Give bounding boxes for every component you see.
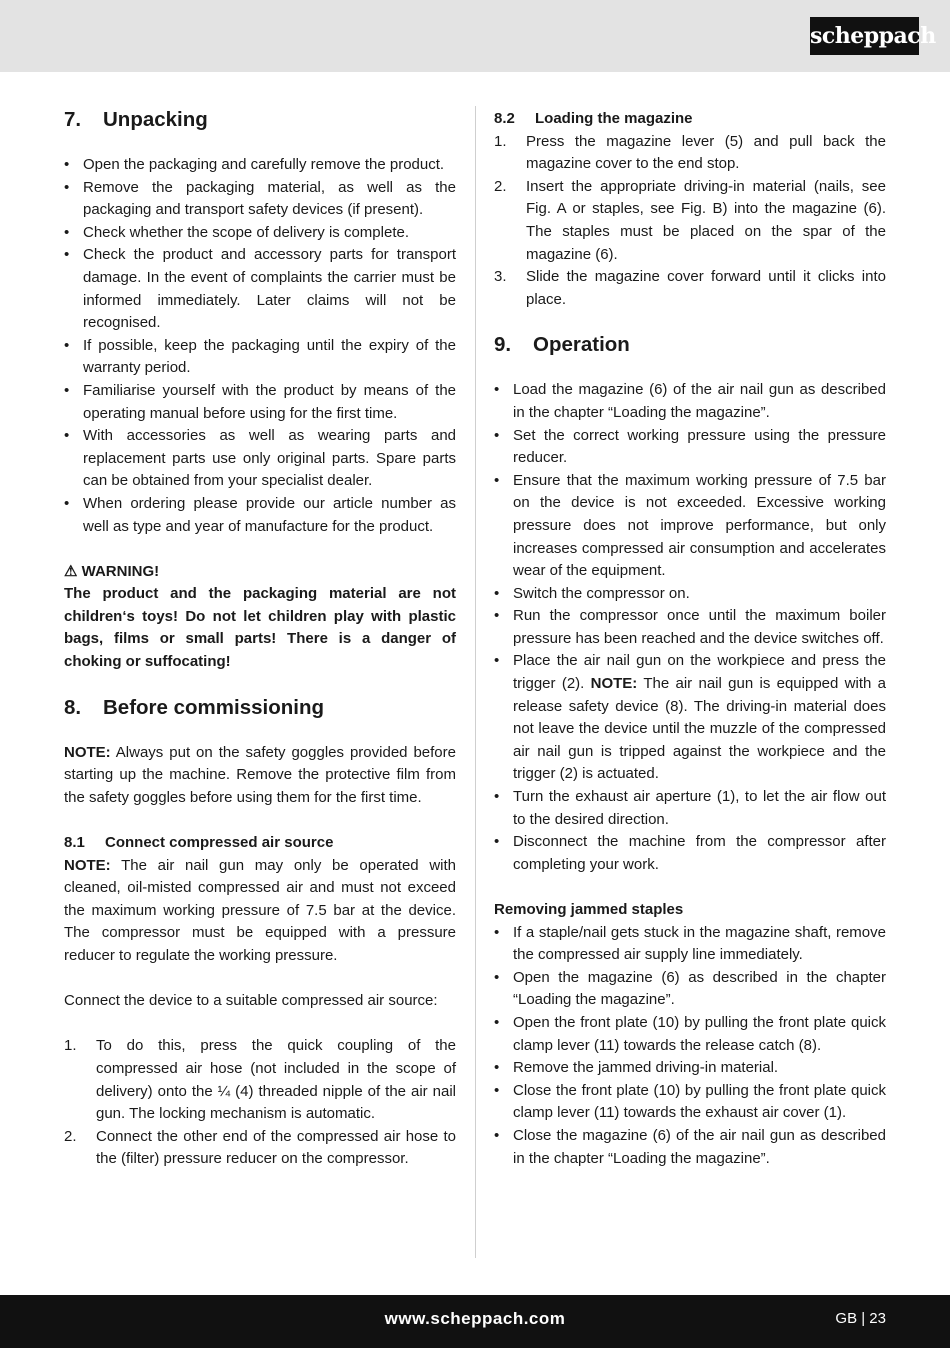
website-link[interactable]: www.scheppach.com [384,1309,566,1328]
list-item: • Check whether the scope of delivery is complete. [64,222,456,245]
left-column [64,108,456,1171]
connect-steps [64,1035,456,1171]
list-item: 2. Connect the other end of the compressed air hose to the (filter) pressure reducer on the compressor. [64,1127,456,1168]
section-8-1-heading: 8.1 Connect compressed air source [64,834,334,852]
footer-bar [0,1295,950,1348]
warning-text: The product and the packaging material are not children‘s toys! Do not let children play with plastic bags, films or small parts! There is a danger of choking or suffocating! [64,585,456,671]
list-item: • When ordering please provide our article number as well as type and year of manufacture for the product. [64,493,456,538]
list-item: • Place the air nail gun on the workpiece and press the trigger (2). NOTE: The air nail gun is equipped with a release safety device (8). The driving-in material does not leave the device until the muzzle of the compressed air nail gun is tripped against the workpiece and the trigger (2) is actuated. [494,650,886,786]
unpacking-list [64,154,456,538]
list-item: 2. Insert the appropriate driving-in material (nails, see Fig. A or staples, see Fig. B) into the magazine (6). The staples must be placed on the spar of the magazine (6). [494,177,886,263]
list-item: • Run the compressor once until the maximum boiler pressure has been reached and the device switches off. [494,605,886,650]
brand-logo: scheppach [810,17,919,55]
list-item: • Remove the jammed driving-in material. [494,1057,886,1080]
warning-heading: ⚠ WARNING! [64,562,160,580]
operation-list [494,379,886,876]
magazine-steps [494,131,886,312]
list-item: 1. Press the magazine lever (5) and pull back the magazine cover to the end stop. [494,132,886,173]
section-7-heading: 7. Unpacking [64,108,208,131]
list-item: • Disconnect the machine from the compressor after completing your work. [494,831,886,876]
list-item: • Familiarise yourself with the product by means of the operating manual before using for the first time. [64,380,456,425]
section-9-heading: 9. Operation [494,333,630,357]
list-item: • Ensure that the maximum working pressure of 7.5 bar on the device is not exceeded. Excessive working pressure does not improve performance, but only increases compressed air consumption and accelerates wear of the equipment. [494,470,886,583]
compressed-air-note: NOTE: The air nail gun may only be operated with cleaned, oil-misted compressed air and must not exceed the maximum working pressure of 7.5 bar at the device. The compressor must be equipped with a pressure reducer to regulate the working pressure. [64,856,456,964]
list-item: • Remove the packaging material, as well as the packaging and transport safety devices (if present). [64,177,456,222]
list-item: • Check the product and accessory parts for transport damage. In the event of complaints the carrier must be informed immediately. Later claims will not be recognised. [64,244,456,334]
list-item: • Close the front plate (10) by pulling the front plate quick clamp lever (11) towards the exhaust air cover (1). [494,1080,886,1125]
list-item: • Close the magazine (6) of the air nail gun as described in the chapter “Loading the magazine”. [494,1125,886,1170]
header-bar [0,0,950,72]
section-8-2-heading: 8.2 Loading the magazine [494,110,693,127]
column-divider [475,106,476,1258]
list-item: • Turn the exhaust air aperture (1), to let the air flow out to the desired direction. [494,786,886,831]
warning-triangle-icon: ⚠ [64,562,78,580]
list-item: 3. Slide the magazine cover forward until it clicks into place. [494,268,886,308]
list-item: • With accessories as well as wearing parts and replacement parts use only original parts. Spare parts can be obtained from your specialist dealer. [64,425,456,493]
safety-goggles-note: NOTE: Always put on the safety goggles provided before starting up the machine. Remove the protective film from the safety goggles before using them for the first time. [64,743,456,806]
list-item: • Load the magazine (6) of the air nail gun as described in the chapter “Loading the magazine”. [494,379,886,424]
list-item: • Open the packaging and carefully remove the product. [64,154,456,177]
list-item: • Switch the compressor on. [494,583,886,606]
jammed-staples-heading: Removing jammed staples [494,901,684,918]
list-item: • Set the correct working pressure using the pressure reducer. [494,425,886,470]
jammed-staples-list [494,922,886,1171]
list-item: • Open the front plate (10) by pulling the front plate quick clamp lever (11) towards the release catch (8). [494,1012,886,1057]
connect-intro: Connect the device to a suitable compressed air source: [64,992,438,1010]
list-item: • If a staple/nail gets stuck in the magazine shaft, remove the compressed air supply line immediately. [494,922,886,967]
list-item: • Open the magazine (6) as described in the chapter “Loading the magazine”. [494,967,886,1012]
list-item: • If possible, keep the packaging until the expiry of the warranty period. [64,335,456,380]
list-item: 1. To do this, press the quick coupling of the compressed air hose (not included in the scope of delivery) onto the ¼ (4) threaded nipple of the air nail gun. The locking mechanism is automatic. [64,1037,456,1123]
section-8-heading: 8. Before commissioning [64,695,324,719]
right-column [494,108,886,1170]
page-number: GB | 23 [835,1310,886,1327]
